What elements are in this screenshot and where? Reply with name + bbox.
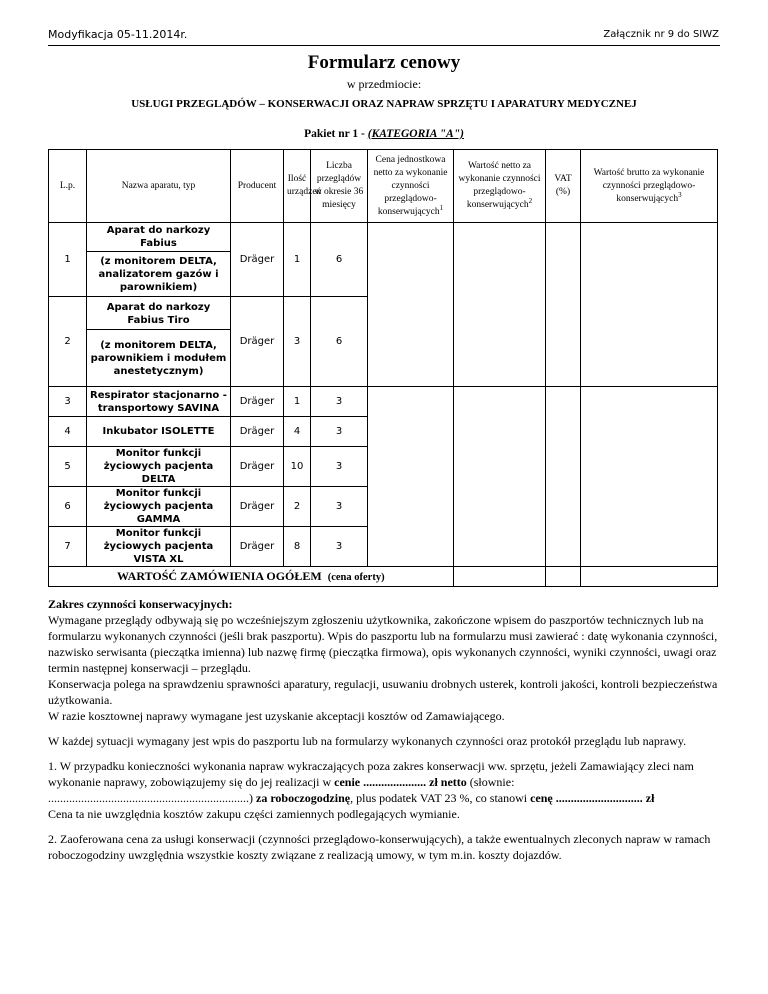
approval-text: W razie kosztownej naprawy wymagane jest uzyskanie akceptacji kosztów od Zamawiającego. xyxy=(48,709,505,723)
row-lp: 1 xyxy=(49,223,87,297)
package-line xyxy=(0,128,768,140)
point-1-total: cenę ............................. zł xyxy=(530,791,655,805)
row-producer: Dräger xyxy=(231,487,284,527)
total-net-blank xyxy=(454,567,546,587)
table-header-row xyxy=(49,150,718,223)
col-unit-price xyxy=(368,150,454,223)
row-lp: 3 xyxy=(49,387,87,417)
total-row xyxy=(49,567,718,587)
row-qty: 2 xyxy=(284,487,311,527)
table-row xyxy=(49,387,718,417)
point-1 xyxy=(48,758,722,806)
row-name: Inkubator ISOLETTE xyxy=(87,417,231,447)
footnote-3: 3 xyxy=(678,190,682,199)
row-inspections: 6 xyxy=(311,297,368,387)
col-gross xyxy=(581,150,718,223)
row-lp: 4 xyxy=(49,417,87,447)
col-inspections: Liczba przeglądów w okresie 36 miesięcy xyxy=(311,150,368,223)
col-gross-label: Wartość brutto za wykonanie czynności przeglądowo-konserwujących xyxy=(593,167,705,204)
col-net xyxy=(454,150,546,223)
row-name-bottom: (z monitorem DELTA, analizatorem gazów i parownikiem) xyxy=(87,252,231,297)
row-producer: Dräger xyxy=(231,447,284,487)
row-inspections: 3 xyxy=(311,447,368,487)
cell-net-blank xyxy=(454,223,546,387)
subject-label: w przedmiocie: xyxy=(346,77,422,91)
row-lp: 6 xyxy=(49,487,87,527)
cell-net-blank xyxy=(454,387,546,567)
col-net-label: Wartość netto za wykonanie czynności przeglądowo-konserwujących xyxy=(458,161,541,210)
total-vat-blank xyxy=(546,567,581,587)
cell-vat-blank xyxy=(546,223,581,387)
cell-unit-price-blank xyxy=(368,387,454,567)
point-1-price: cenie ..................... zł netto xyxy=(334,775,467,789)
row-name: Monitor funkcji życiowych pacjenta DELTA xyxy=(87,447,231,487)
row-producer: Dräger xyxy=(231,387,284,417)
header-divider xyxy=(48,45,720,46)
entry-text: W każdej sytuacji wymagany jest wpis do paszportu lub na formularzy wykonanych czynności oraz protokół przeglądu lub naprawy. xyxy=(48,734,687,748)
row-producer: Dräger xyxy=(231,527,284,567)
footnote-1: 1 xyxy=(439,203,444,212)
row-qty: 4 xyxy=(284,417,311,447)
maintenance-text: Konserwacja polega na sprawdzeniu sprawności aparatury, regulacji, usuwaniu drobnych usterek, kontroli jakości, kontroli bezpieczeństwa użytkowania. xyxy=(48,677,718,707)
total-label-cell xyxy=(49,567,454,587)
col-producer: Producent xyxy=(231,150,284,223)
row-name-top: Aparat do narkozy Fabius xyxy=(87,223,231,252)
col-name: Nazwa aparatu, typ xyxy=(87,150,231,223)
row-lp: 5 xyxy=(49,447,87,487)
point-1-hour: za roboczogodzinę xyxy=(253,791,351,805)
col-lp: L.p. xyxy=(49,150,87,223)
col-qty: Ilość urządzeń xyxy=(284,150,311,223)
header-attachment: Załącznik nr 9 do SIWZ xyxy=(603,29,719,40)
point-1-words: (słownie: ...................................................................) xyxy=(48,775,515,805)
page-title: Formularz cenowy xyxy=(307,52,461,73)
scope-heading: Zakres czynności konserwacyjnych: xyxy=(48,597,233,611)
row-qty: 1 xyxy=(284,387,311,417)
terms-section xyxy=(48,596,722,863)
row-inspections: 3 xyxy=(311,417,368,447)
package-label: Pakiet nr 1 - xyxy=(304,128,368,140)
point-1-intro: 1. W przypadku konieczności wykonania napraw wykraczających poza zakres konserwacji ww. sprzętu, jeżeli Zamawiający zleci nam wykonanie naprawy, zobowiązujemy się do jej realizacji w xyxy=(48,759,694,789)
point-2: 2. Zaoferowana cena za usługi konserwacji (czynności przeglądowo-konserwujących), a także ewentualnych zleconych napraw w ramach roboczogodziny uwzględnia wszystkie koszty związane z realizacją umowy, w tym m.in. koszty dojazdów. xyxy=(48,832,711,862)
row-producer: Dräger xyxy=(231,297,284,387)
total-label: WARTOŚĆ ZAMÓWIENIA OGÓŁEM xyxy=(117,568,322,583)
row-producer: Dräger xyxy=(231,417,284,447)
row-name-bottom: (z monitorem DELTA, parownikiem i modułem anestetycznym) xyxy=(87,330,231,387)
scope-text: Wymagane przeglądy odbywają się po wcześniejszym zgłoszeniu użytkownika, zakończone wpisem do paszportów technicznych lub na formularzu wykonanych czynności (jeśli brak paszportu). Wpis do paszportu lub na formularzu musi zawierać : datę wykonania czynności, nazwisko serwisanta (pieczątka imienna) lub nazwę firmę (pieczątka firmowa), opis wykonanych czynności, wyniki czynności, uwagi oraz termin następnej konserwacji – przeglądu. xyxy=(48,613,718,675)
row-inspections: 3 xyxy=(311,527,368,567)
row-name: Monitor funkcji życiowych pacjenta GAMMA xyxy=(87,487,231,527)
row-inspections: 3 xyxy=(311,387,368,417)
row-name-top: Aparat do narkozy Fabius Tiro xyxy=(87,297,231,330)
cell-vat-blank xyxy=(546,387,581,567)
service-title: USŁUGI PRZEGLĄDÓW – KONSERWACJI ORAZ NAPRAW SPRZĘTU I APARATURY MEDYCZNEJ xyxy=(131,98,637,110)
row-qty: 3 xyxy=(284,297,311,387)
col-unit-price-label: Cena jednostkowa netto za wykonanie czynności przeglądowo-konserwujących xyxy=(373,154,448,217)
cell-gross-blank xyxy=(581,387,718,567)
price-table xyxy=(48,149,718,587)
row-name: Monitor funkcji życiowych pacjenta VISTA XL xyxy=(87,527,231,567)
footnote-2: 2 xyxy=(528,196,533,205)
row-name: Respirator stacjonarno - transportowy SAVINA xyxy=(87,387,231,417)
row-producer: Dräger xyxy=(231,223,284,297)
row-qty: 1 xyxy=(284,223,311,297)
row-qty: 10 xyxy=(284,447,311,487)
row-inspections: 3 xyxy=(311,487,368,527)
cell-gross-blank xyxy=(581,223,718,387)
row-inspections: 6 xyxy=(311,223,368,297)
point-1-note: Cena ta nie uwzględnia kosztów zakupu części zamiennych podlegających wymianie. xyxy=(48,807,460,821)
package-category: (KATEGORIA "A") xyxy=(367,128,464,140)
row-lp: 2 xyxy=(49,297,87,387)
cell-unit-price-blank xyxy=(368,223,454,387)
total-gross-blank xyxy=(581,567,718,587)
point-1-vat: , plus podatek VAT 23 %, co stanowi xyxy=(350,791,531,805)
header-modification: Modyfikacja 05-11.2014r. xyxy=(48,28,188,41)
col-vat: VAT (%) xyxy=(546,150,581,223)
total-sublabel: (cena oferty) xyxy=(327,571,385,583)
table-row xyxy=(49,223,718,252)
row-lp: 7 xyxy=(49,527,87,567)
row-qty: 8 xyxy=(284,527,311,567)
